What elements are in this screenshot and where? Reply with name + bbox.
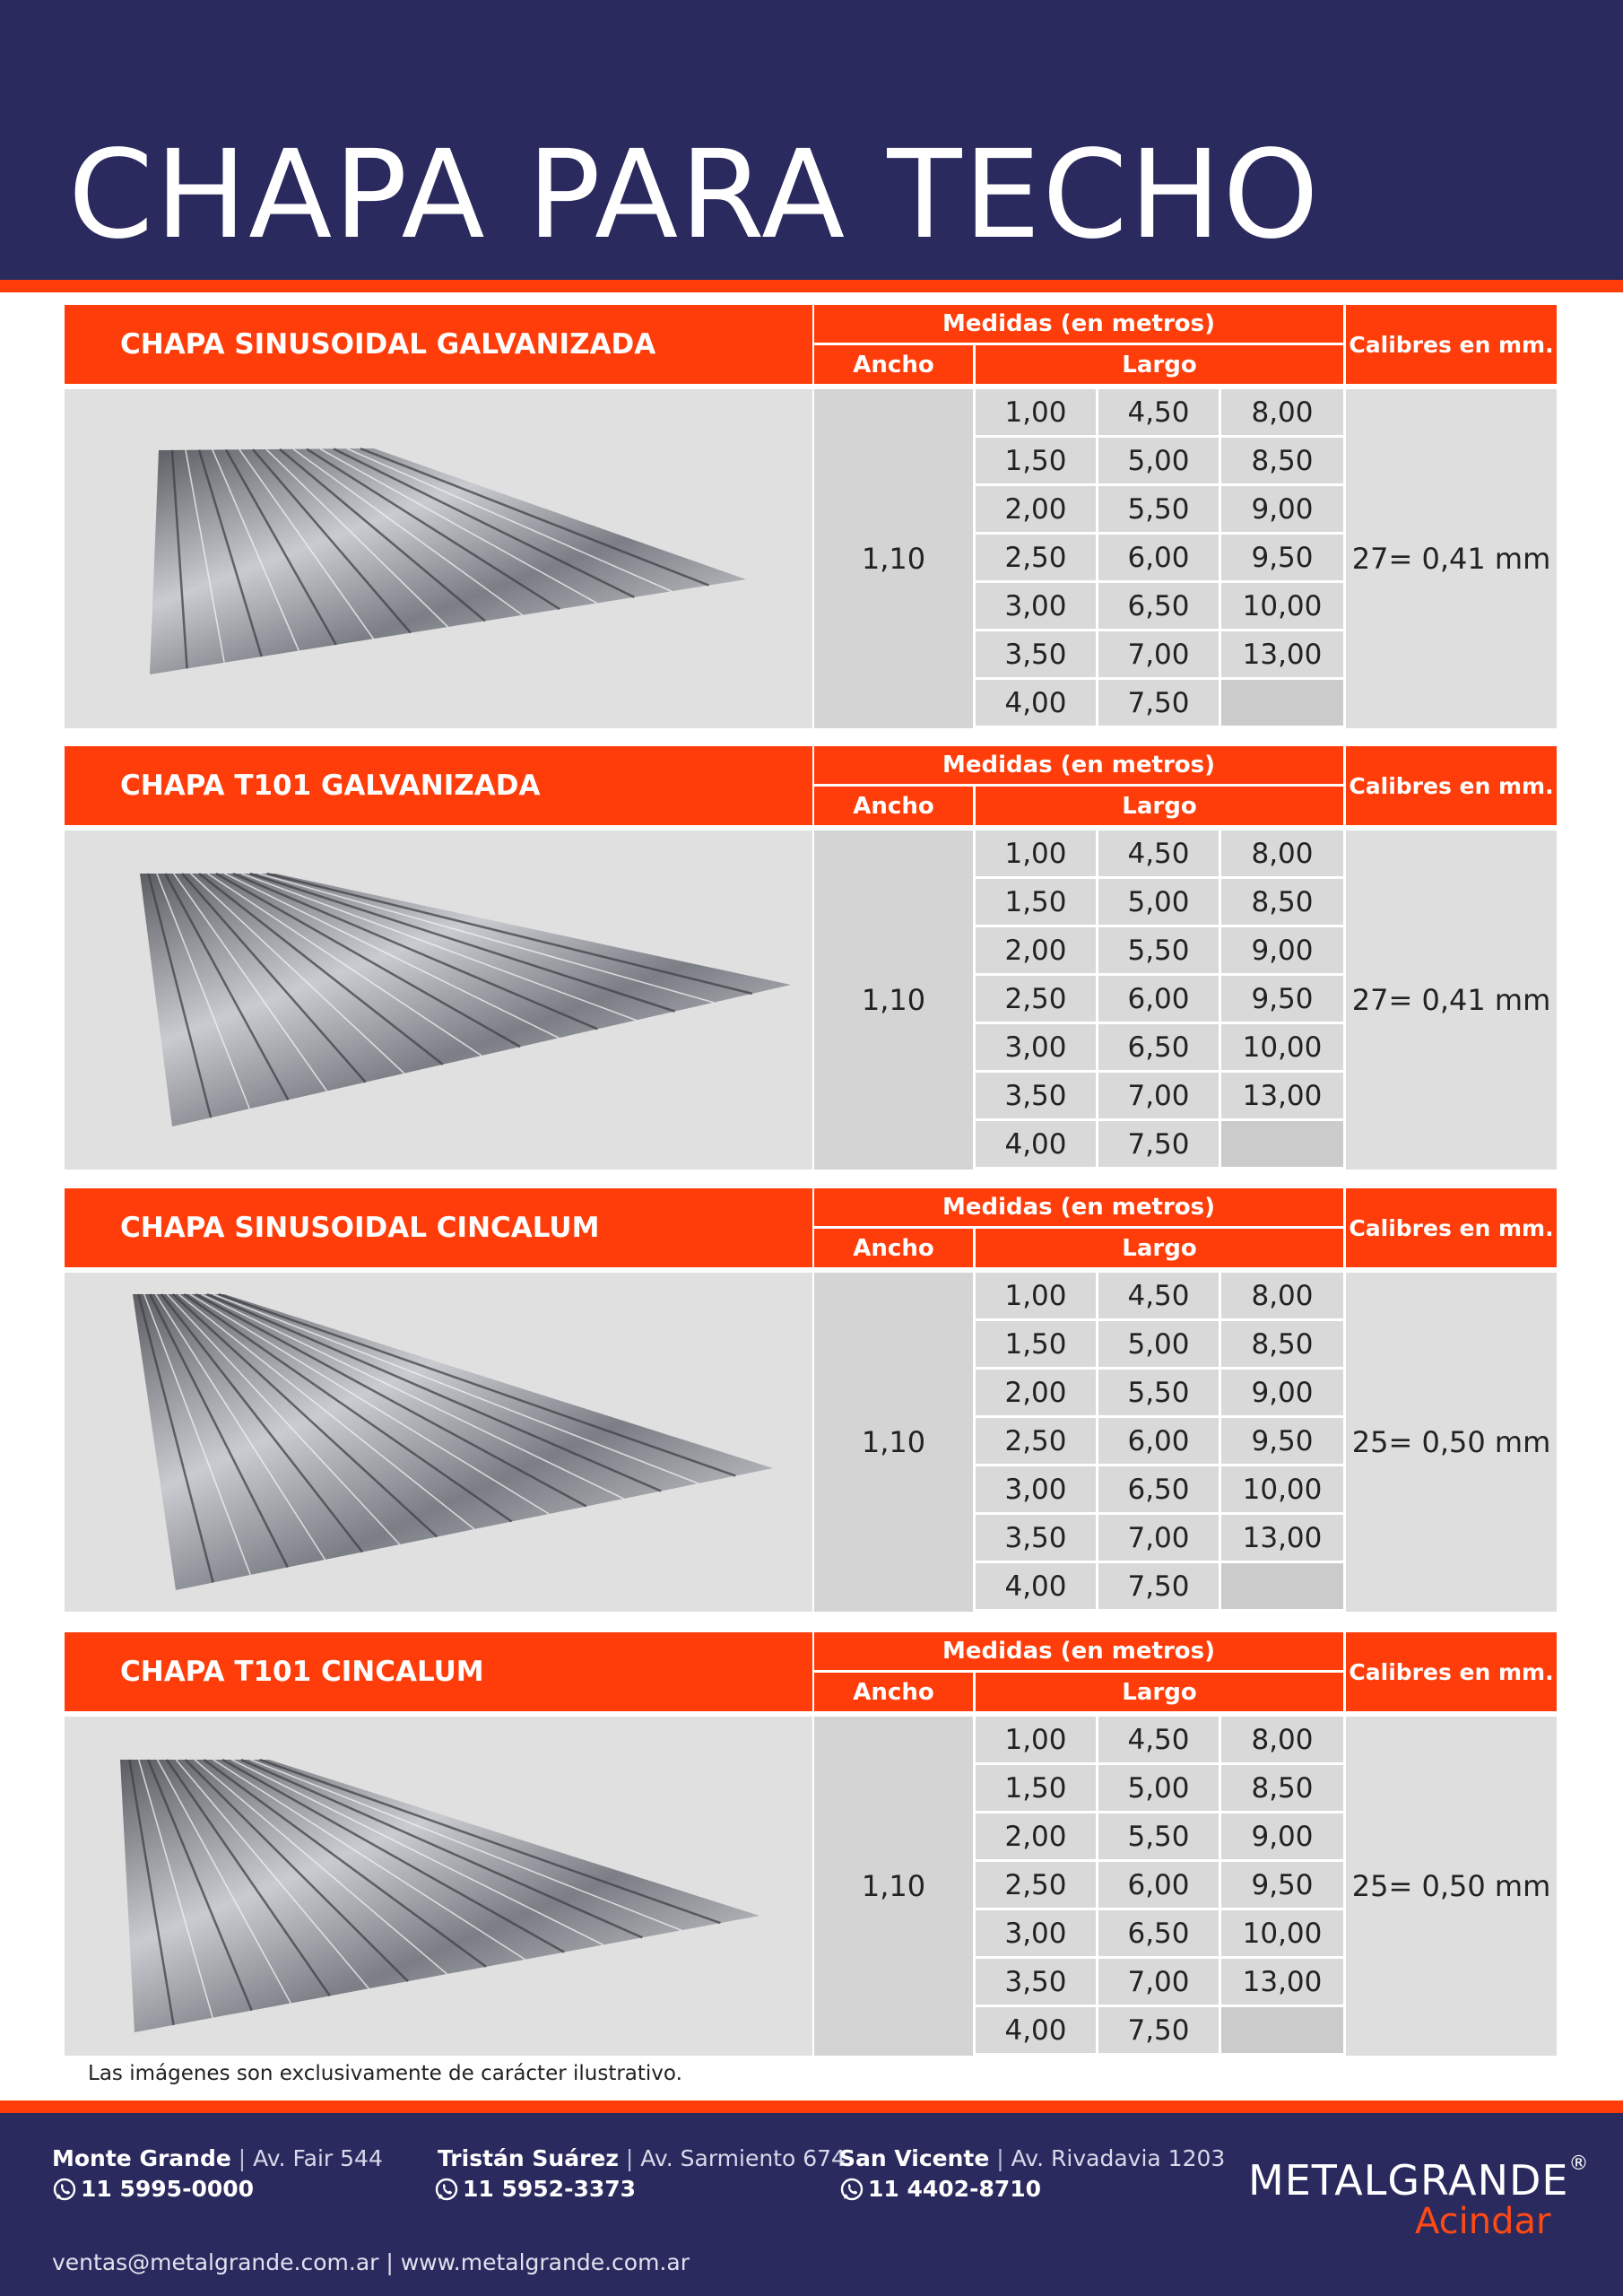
largo-header: Largo [976,1673,1343,1711]
largo-cell: 9,00 [1221,1370,1343,1415]
largo-cell: 13,00 [1221,1959,1343,2005]
largo-cell: 6,50 [1098,1466,1219,1512]
section-header [65,305,1557,384]
medidas-header: Medidas (en metros) [814,1632,1343,1670]
calibre-value: 27= 0,41 mm [1346,389,1557,728]
largo-grid [976,1717,1343,2056]
section-body [65,831,1557,1170]
calibre-value: 27= 0,41 mm [1346,831,1557,1170]
empty-cell [1221,1563,1343,1609]
product-image [65,1273,812,1612]
largo-cell: 7,00 [1098,1959,1219,2005]
ancho-value: 1,10 [814,1717,973,2056]
ancho-header: Ancho [814,1229,973,1267]
largo-cell: 13,00 [1221,631,1343,677]
largo-header: Largo [976,1229,1343,1267]
section-body [65,1273,1557,1612]
largo-cell: 3,00 [976,1466,1096,1512]
largo-cell: 1,50 [976,879,1096,925]
largo-cell: 7,00 [1098,1515,1219,1561]
largo-cell: 10,00 [1221,1466,1343,1512]
largo-cell: 3,50 [976,1515,1096,1561]
largo-cell: 10,00 [1221,1910,1343,1956]
largo-cell: 9,00 [1221,1813,1343,1859]
footer [0,2113,1623,2296]
largo-cell: 13,00 [1221,1073,1343,1118]
largo-cell: 4,00 [976,1563,1096,1609]
branch-name: Monte Grande [52,2145,231,2171]
largo-cell: 9,50 [1221,535,1343,580]
largo-cell: 1,50 [976,438,1096,483]
largo-cell: 2,00 [976,927,1096,973]
calibres-header: Calibres en mm. [1346,1632,1557,1711]
calibre-value: 25= 0,50 mm [1346,1717,1557,2056]
largo-cell: 9,50 [1221,976,1343,1022]
largo-cell: 8,00 [1221,831,1343,876]
branch-address: Av. Rivadavia 1203 [1011,2145,1226,2171]
ancho-header: Ancho [814,345,973,384]
largo-cell: 4,50 [1098,831,1219,876]
section-header [65,746,1557,825]
calibres-header: Calibres en mm. [1346,1188,1557,1267]
largo-cell: 6,50 [1098,1024,1219,1070]
largo-cell: 3,50 [976,631,1096,677]
whatsapp-icon [52,2177,77,2202]
branch-separator: | [989,2145,1011,2171]
largo-cell: 4,00 [976,680,1096,726]
largo-cell: 2,00 [976,1813,1096,1859]
largo-cell: 6,00 [1098,535,1219,580]
largo-cell: 9,50 [1221,1862,1343,1908]
largo-cell: 1,00 [976,1273,1096,1318]
largo-cell: 3,00 [976,583,1096,629]
brand-name: METALGRANDE [1248,2156,1569,2205]
largo-cell: 1,00 [976,389,1096,435]
phone-number: 11 5995-0000 [81,2176,255,2202]
largo-cell: 5,00 [1098,438,1219,483]
largo-cell: 5,50 [1098,927,1219,973]
largo-cell: 8,00 [1221,1273,1343,1318]
largo-cell: 3,00 [976,1910,1096,1956]
largo-cell: 8,00 [1221,1717,1343,1762]
corrugated-sheet-image [65,389,812,728]
branch-separator: | [230,2145,254,2171]
product-image [65,389,812,728]
largo-cell: 6,00 [1098,976,1219,1022]
header-band [0,0,1623,280]
largo-cell: 8,50 [1221,1321,1343,1367]
largo-cell: 4,00 [976,1121,1096,1167]
largo-cell: 2,50 [976,1418,1096,1464]
empty-cell [1221,2007,1343,2053]
largo-cell: 4,50 [1098,389,1219,435]
corrugated-sheet-image [65,831,812,1170]
largo-cell: 1,50 [976,1321,1096,1367]
ancho-header: Ancho [814,1673,973,1711]
largo-cell: 2,00 [976,1370,1096,1415]
largo-cell: 3,00 [976,1024,1096,1070]
largo-cell: 2,00 [976,486,1096,532]
largo-cell: 6,50 [1098,583,1219,629]
medidas-header: Medidas (en metros) [814,1188,1343,1226]
branch-monte-grande [52,2145,383,2171]
largo-cell: 5,00 [1098,1765,1219,1811]
largo-cell: 3,50 [976,1073,1096,1118]
largo-cell: 6,50 [1098,1910,1219,1956]
largo-cell: 4,50 [1098,1273,1219,1318]
page-title: CHAPA PARA TECHO [68,125,1321,266]
largo-cell: 13,00 [1221,1515,1343,1561]
empty-cell [1221,1121,1343,1167]
phone-number: 11 5952-3373 [463,2176,637,2202]
brand-logo [1248,2152,1590,2205]
ancho-value: 1,10 [814,389,973,728]
largo-cell: 10,00 [1221,1024,1343,1070]
ancho-value: 1,10 [814,1273,973,1612]
medidas-header: Medidas (en metros) [814,746,1343,784]
corrugated-sheet-image [65,1273,812,1612]
largo-cell: 9,50 [1221,1418,1343,1464]
disclaimer-note: Las imágenes son exclusivamente de carácter ilustrativo. [88,2062,682,2085]
largo-cell: 5,50 [1098,1370,1219,1415]
largo-cell: 9,00 [1221,927,1343,973]
largo-cell: 6,00 [1098,1418,1219,1464]
ancho-value: 1,10 [814,831,973,1170]
largo-cell: 1,00 [976,831,1096,876]
calibres-header: Calibres en mm. [1346,305,1557,384]
footer-stripe [0,2100,1623,2113]
largo-cell: 1,00 [976,1717,1096,1762]
largo-cell: 5,50 [1098,486,1219,532]
largo-cell: 9,00 [1221,486,1343,532]
largo-cell: 4,00 [976,2007,1096,2053]
largo-cell: 5,00 [1098,1321,1219,1367]
phone-tristan-suarez[interactable] [434,2176,636,2202]
branch-name: Tristán Suárez [438,2145,619,2171]
branch-address: Av. Sarmiento 674 [640,2145,846,2171]
phone-san-vicente[interactable] [839,2176,1041,2202]
largo-cell: 8,00 [1221,389,1343,435]
largo-cell: 5,00 [1098,879,1219,925]
largo-cell: 7,00 [1098,631,1219,677]
largo-cell: 6,00 [1098,1862,1219,1908]
contact-line[interactable]: ventas@metalgrande.com.ar | www.metalgrande.com.ar [52,2249,690,2275]
largo-cell: 7,50 [1098,680,1219,726]
branch-tristan-suarez [438,2145,846,2171]
product-name: CHAPA T101 CINCALUM [65,1632,812,1711]
product-image [65,831,812,1170]
section-body [65,389,1557,728]
empty-cell [1221,680,1343,726]
section-header [65,1632,1557,1711]
largo-header: Largo [976,345,1343,384]
branch-address: Av. Fair 544 [253,2145,383,2171]
whatsapp-icon [434,2177,459,2202]
product-name: CHAPA SINUSOIDAL GALVANIZADA [65,305,812,384]
largo-cell: 2,50 [976,535,1096,580]
branch-san-vicente [839,2145,1225,2171]
largo-cell: 1,50 [976,1765,1096,1811]
product-image [65,1717,812,2056]
ancho-header: Ancho [814,787,973,825]
largo-grid [976,389,1343,728]
largo-cell: 7,50 [1098,2007,1219,2053]
branch-separator: | [618,2145,641,2171]
largo-cell: 10,00 [1221,583,1343,629]
largo-cell: 8,50 [1221,879,1343,925]
largo-grid [976,831,1343,1170]
phone-number: 11 4402-8710 [868,2176,1042,2202]
calibre-value: 25= 0,50 mm [1346,1273,1557,1612]
largo-header: Largo [976,787,1343,825]
largo-cell: 3,50 [976,1959,1096,2005]
corrugated-sheet-image [65,1717,812,2056]
largo-cell: 7,00 [1098,1073,1219,1118]
section-header [65,1188,1557,1267]
medidas-header: Medidas (en metros) [814,305,1343,343]
brand-sub-logo: Acindar [1415,2201,1551,2242]
largo-cell: 8,50 [1221,438,1343,483]
whatsapp-icon [839,2177,864,2202]
section-body [65,1717,1557,2056]
branch-name: San Vicente [839,2145,990,2171]
largo-cell: 4,50 [1098,1717,1219,1762]
product-name: CHAPA T101 GALVANIZADA [65,746,812,825]
product-name: CHAPA SINUSOIDAL CINCALUM [65,1188,812,1267]
largo-cell: 7,50 [1098,1121,1219,1167]
registered-mark: ® [1568,2152,1590,2175]
largo-cell: 7,50 [1098,1563,1219,1609]
largo-cell: 2,50 [976,1862,1096,1908]
largo-cell: 2,50 [976,976,1096,1022]
calibres-header: Calibres en mm. [1346,746,1557,825]
largo-grid [976,1273,1343,1612]
header-stripe [0,280,1623,292]
largo-cell: 5,50 [1098,1813,1219,1859]
largo-cell: 8,50 [1221,1765,1343,1811]
phone-monte-grande[interactable] [52,2176,254,2202]
